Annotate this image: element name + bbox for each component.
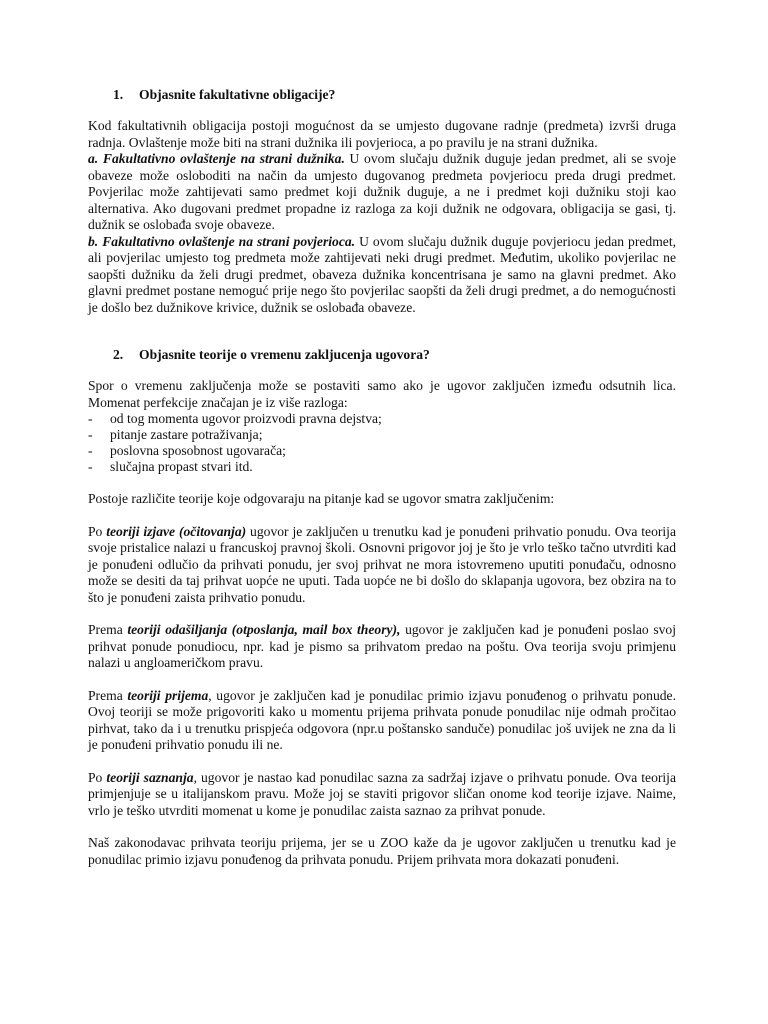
q1-point-b-label: b. Fakultativno ovlaštenje na strani povjerioca. xyxy=(88,233,356,249)
question-1-number: 1. xyxy=(113,87,124,102)
list-item: - poslovna sposobnost ugovarača; xyxy=(88,443,286,458)
q1-point-b-text: U ovom slučaju dužnik duguje povjeriocu jedan predmet, ali povjerilac umjesto tog predmeta može zahtijevati neki drugi predmet. Međutim, ukoliko povjerilac ne saopšti dužniku da želi drugi predmet, obaveza dužnika koncentrisana je samo na glavni predmet. Ako glavni predmet postane nemoguć prije nego što povjerilac saopšti da želi drugi predmet, a do nemogućnosti je došlo bez dužnikove krivice, dužnik se oslobađa obaveze. xyxy=(88,233,676,315)
document-page xyxy=(88,84,676,868)
section-spacer xyxy=(88,316,676,346)
q1-point-a xyxy=(88,151,676,234)
question-1-title: Objasnite fakultativne obligacije? xyxy=(139,87,336,102)
theory-declaration-term: teoriji izjave (očitovanja) xyxy=(106,523,247,539)
list-item: - od tog momenta ugovor proizvodi pravna dejstva; xyxy=(88,411,382,426)
dash-marker: - xyxy=(88,459,93,474)
q1-intro-paragraph: Kod fakultativnih obligacija postoji mogućnost da se umjesto dugovane radnje (predmeta) izvrši druga radnja. Ovlaštenje može biti na strani dužnika ili povjerioca, a po pravilu je na strani dužnika. xyxy=(88,118,676,150)
spacer xyxy=(88,606,676,622)
conclusion-paragraph: Naš zakonodavac prihvata teoriju prijema, jer se u ZOO kaže da je ugovor zaključen u trenutku kad je ponudilac primio izjavu ponuđenog da prihvata ponudu. Prijem prihvata mora dokazati ponuđeni. xyxy=(88,835,676,867)
dash-marker: - xyxy=(88,427,93,442)
theory-dispatch-paragraph: Prema teoriji odašiljanja (otposlanja, mail box theory), ugovor je zaključen kad je ponuđeni poslao svoj prihvat ponude ponudiocu, npr. kad je pismo sa prihvatom predao na poštu. Ova teorija svoju primjenu nalazi u angloameričkom pravu. xyxy=(88,622,676,670)
theory-receipt-paragraph: Prema teoriji prijema, ugovor je zaključen kad je ponudilac primio izjavu ponuđenog o prihvatu ponude. Ovoj teoriji se može prigovoriti kako u momentu prijema prihvata ponude ponudilac nije odmah pročitao pirhvat, tako da i u trenutku prispjeća odgovora (npr.u poštansko sandučе) ponudilac još uvijek ne zna da li je ponuđeni prihvatio ponudu ili ne. xyxy=(88,687,676,752)
list-item: - slučajna propast stvari itd. xyxy=(88,459,253,474)
theory-declaration-paragraph: Po teoriji izjave (očitovanja) ugovor je zaključen u trenutku kad je ponuđeni prihvatio ponudu. Ova teorija svoje pristalice nalazi u francuskoj pravnoj školi. Osnovni prigovor joj je što je vrlo teško tačno utvrditi kad je ponuđeni odlučio da prihvati ponudu, jer svoj prihvat ne mora istovremeno uputiti ponuđaču, odnosno može se desiti da taj prihvat uopće ne uputi. Tada uopće ne bi došlo do sklapanja ugovora, bez obzira na to što je ponuđeni zaista prihvatio ponudu. xyxy=(88,523,676,605)
q2-intro-paragraph: Spor o vremenu zaključenja može se postaviti samo ako je ugovor zaključen između odsutnih lica. Momenat perfekcije značajan je iz više razloga: xyxy=(88,378,676,410)
list-item: - pitanje zastare potraživanja; xyxy=(88,427,263,442)
q1-point-a-label: a. Fakultativno ovlaštenje na strani dužnika. xyxy=(88,151,345,166)
theory-dispatch-term: teoriji odašiljanja (otposlanja, mail box theory), xyxy=(127,622,401,637)
spacer xyxy=(88,819,676,835)
theory-knowledge-paragraph: Po teoriji saznanja, ugovor je nastao kad ponudilac sazna za sadržaj izjave o prihvatu ponude. Ova teorija primjenjuje se u italijanskom pravu. Može joj se staviti prigovor sličan onome kod teorije izjave. Naime, vrlo je teško utvrditi momenat u kome je ponudilac zaista saznao za prihvat ponude. xyxy=(88,769,676,818)
question-2-title: Objasnite teorije o vremenu zaklјucenja ugovora? xyxy=(139,347,430,362)
spacer xyxy=(88,508,676,524)
q1-point-b xyxy=(88,234,676,317)
question-1-heading xyxy=(113,86,676,104)
theory-receipt-term: teoriji prijema xyxy=(127,687,209,703)
q1-point-a-text: U ovom slučaju dužnik duguje jedan predmet, ali se svoje obaveze može osloboditi na način da umjesto dugovanog predmeta povjeriocu preda drugi predmet. Povjerilac može zahtijevati samo predmet koji dužnik duguje, a ne i predmet koji dužniku stoji kao alternativa. Ako dugovani predmet propadne iz razloga za koji dužnik ne odgovara, obligacija se gasi, tj. dužnik se oslobađa svoje obaveze. xyxy=(88,151,677,232)
theories-intro-paragraph: Postoje različite teorije koje odgovaraju na pitanje kad se ugovor smatra zaključenim: xyxy=(88,491,555,506)
spacer xyxy=(88,754,676,770)
dash-marker: - xyxy=(88,443,93,458)
theory-knowledge-term: teoriji saznanja xyxy=(106,769,194,785)
spacer xyxy=(88,672,676,688)
question-2-heading xyxy=(113,346,676,364)
question-2-number: 2. xyxy=(113,347,124,362)
reasons-list xyxy=(88,411,676,475)
spacer xyxy=(88,475,676,491)
dash-marker: - xyxy=(88,411,93,426)
